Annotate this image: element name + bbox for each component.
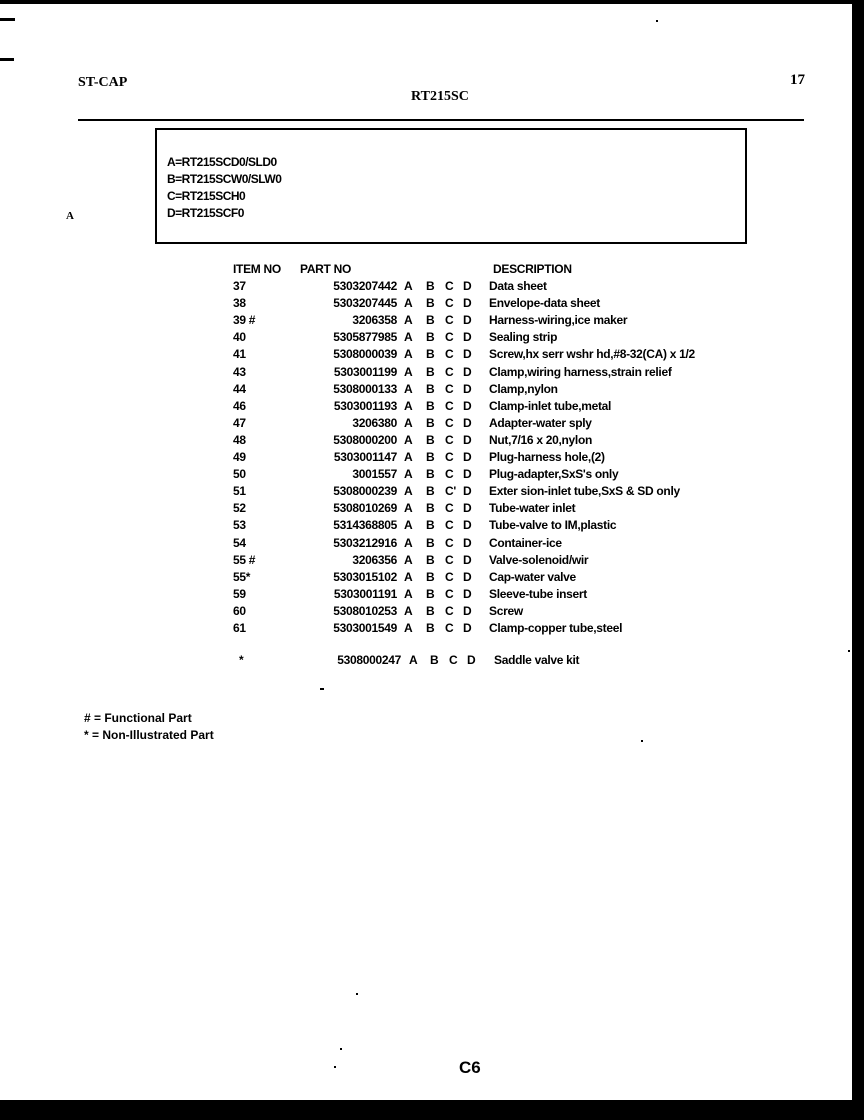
scan-speck [356, 993, 358, 995]
model-d: D [463, 467, 472, 482]
description: Clamp,wiring harness,strain relief [489, 364, 672, 379]
model-a: A [404, 313, 413, 328]
item-no: 61 [233, 620, 246, 635]
model-c: C [445, 620, 454, 635]
model-a: A [404, 330, 413, 345]
model-b: B [426, 450, 435, 465]
model-c: C [445, 381, 454, 396]
description: Envelope-data sheet [489, 296, 601, 311]
model-a: A [404, 603, 413, 618]
model-a: A [404, 364, 413, 379]
column-header-part: PART NO [300, 262, 352, 276]
description: Sealing strip [489, 330, 558, 345]
model-key-c: C=RT215SCH0 [167, 189, 246, 203]
model-c: C [445, 552, 454, 567]
model-c: C [445, 501, 454, 516]
page-number: 17 [790, 72, 805, 88]
model-c: C [445, 364, 454, 379]
model-a: A [404, 347, 413, 362]
description: Nut,7/16 x 20,nylon [489, 432, 593, 447]
model-title: RT215SC [411, 89, 469, 104]
part-no: 5308000039 [333, 347, 397, 362]
model-key-box [155, 128, 747, 244]
model-b: B [430, 653, 439, 668]
item-no: 54 [233, 535, 246, 550]
description: Exter sion-inlet tube,SxS & SD only [489, 484, 680, 499]
model-c: C [445, 398, 454, 413]
part-no: 5303212916 [333, 535, 397, 550]
model-c: C [449, 653, 458, 668]
model-a: A [404, 484, 413, 499]
description: Clamp,nylon [489, 381, 558, 396]
part-no: 5305877985 [333, 330, 397, 345]
model-b: B [426, 279, 435, 294]
model-c: C [445, 296, 454, 311]
scan-speck [641, 740, 643, 742]
model-d: D [463, 364, 472, 379]
page-code: C6 [459, 1058, 481, 1077]
model-b: B [426, 296, 435, 311]
part-no: 5308000247 [337, 653, 401, 668]
item-no: 37 [233, 279, 246, 294]
model-d: D [463, 415, 472, 430]
model-c: C [445, 467, 454, 482]
model-a: A [404, 501, 413, 516]
model-b: B [426, 603, 435, 618]
item-no: 55* [233, 569, 251, 584]
model-a: A [404, 415, 413, 430]
model-c: C [445, 569, 454, 584]
part-no: 5308010253 [333, 603, 397, 618]
model-a: A [404, 450, 413, 465]
scan-border-bottom [0, 1100, 864, 1120]
model-d: D [463, 552, 472, 567]
part-no: 5314368805 [333, 518, 397, 533]
punch-mark [0, 58, 14, 61]
model-a: A [404, 296, 413, 311]
item-no: 49 [233, 450, 246, 465]
model-d: D [463, 313, 472, 328]
model-b: B [426, 313, 435, 328]
model-d: D [463, 501, 472, 516]
description: Clamp-copper tube,steel [489, 620, 623, 635]
model-c: C' [445, 484, 456, 499]
model-a: A [404, 432, 413, 447]
model-d: D [463, 569, 472, 584]
model-c: C [445, 347, 454, 362]
model-a: A [404, 467, 413, 482]
legend-functional: # = Functional Part [84, 711, 192, 725]
model-d: D [463, 330, 472, 345]
model-d: D [463, 484, 472, 499]
part-no: 5303001147 [333, 450, 397, 465]
item-no: 40 [233, 330, 246, 345]
part-no: 5308000200 [333, 432, 397, 447]
item-no: 43 [233, 364, 246, 379]
model-a: A [404, 398, 413, 413]
model-b: B [426, 381, 435, 396]
item-no: 39 # [233, 313, 256, 328]
model-d: D [463, 586, 472, 601]
part-no: 3001557 [352, 467, 397, 482]
description: Container-ice [489, 535, 562, 550]
item-no: 41 [233, 347, 246, 362]
model-key-b: B=RT215SCW0/SLW0 [167, 172, 282, 186]
item-no: 47 [233, 415, 246, 430]
scan-border-right [852, 0, 864, 1120]
description: Tube-water inlet [489, 501, 576, 516]
model-d: D [463, 518, 472, 533]
model-c: C [445, 586, 454, 601]
model-a: A [404, 586, 413, 601]
legend [84, 710, 214, 744]
part-no: 3206356 [352, 552, 397, 567]
model-d: D [463, 381, 472, 396]
item-no: 44 [233, 381, 246, 396]
model-a: A [404, 620, 413, 635]
part-no: 5303207442 [333, 279, 397, 294]
model-b: B [426, 569, 435, 584]
model-a: A [404, 552, 413, 567]
item-no: 59 [233, 586, 246, 601]
model-b: B [426, 432, 435, 447]
legend-non-illustrated: * = Non-Illustrated Part [84, 728, 214, 742]
description: Cap-water valve [489, 569, 576, 584]
model-d: D [463, 603, 472, 618]
model-key-a: A=RT215SCD0/SLD0 [167, 155, 277, 169]
model-d: D [463, 279, 472, 294]
item-no: 50 [233, 467, 246, 482]
scan-speck [656, 20, 658, 22]
model-b: B [426, 398, 435, 413]
model-b: B [426, 552, 435, 567]
model-b: B [426, 518, 435, 533]
item-no: 52 [233, 501, 246, 516]
punch-mark [0, 18, 15, 21]
item-no: 38 [233, 296, 246, 311]
description: Clamp-inlet tube,metal [489, 398, 612, 413]
model-a: A [404, 569, 413, 584]
model-b: B [426, 364, 435, 379]
part-no: 5308000133 [333, 381, 397, 396]
item-no: 55 # [233, 552, 256, 567]
model-c: C [445, 450, 454, 465]
item-no: 53 [233, 518, 246, 533]
description: Screw,hx serr wshr hd,#8-32(CA) x 1/2 [489, 347, 695, 362]
model-b: B [426, 586, 435, 601]
part-no: 3206358 [352, 313, 397, 328]
item-no: * [239, 653, 244, 668]
model-d: D [463, 347, 472, 362]
item-no: 48 [233, 432, 246, 447]
column-header-item: ITEM NO [233, 262, 281, 276]
part-no: 5303207445 [333, 296, 397, 311]
model-d: D [463, 620, 472, 635]
model-b: B [426, 467, 435, 482]
description: Data sheet [489, 279, 547, 294]
description: Tube-valve to IM,plastic [489, 518, 617, 533]
model-d: D [463, 398, 472, 413]
item-no: 51 [233, 484, 246, 499]
model-c: C [445, 535, 454, 550]
part-no: 5303001193 [333, 398, 397, 413]
model-c: C [445, 432, 454, 447]
model-b: B [426, 501, 435, 516]
description: Sleeve-tube insert [489, 586, 587, 601]
model-d: D [463, 432, 472, 447]
model-a: A [409, 653, 418, 668]
part-no: 5303015102 [333, 569, 397, 584]
model-a: A [404, 381, 413, 396]
model-c: C [445, 415, 454, 430]
description: Plug-adapter,SxS's only [489, 467, 619, 482]
model-c: C [445, 518, 454, 533]
model-a: A [404, 518, 413, 533]
scan-speck [320, 688, 324, 690]
description: Valve-solenoid/wir [489, 552, 589, 567]
description: Adapter-water sply [489, 415, 592, 430]
model-d: D [463, 296, 472, 311]
description: Screw [489, 603, 523, 618]
model-key-list [167, 154, 281, 222]
model-b: B [426, 347, 435, 362]
part-no: 5303001191 [333, 586, 397, 601]
model-a: A [404, 535, 413, 550]
model-d: D [463, 450, 472, 465]
description: Harness-wiring,ice maker [489, 313, 628, 328]
model-a: A [404, 279, 413, 294]
model-c: C [445, 330, 454, 345]
description: Plug-harness hole,(2) [489, 450, 605, 465]
scan-speck [340, 1048, 342, 1050]
scan-speck [334, 1066, 336, 1068]
model-b: B [426, 330, 435, 345]
header-rule [78, 119, 804, 121]
scan-speck [848, 650, 850, 652]
scan-border-top [0, 0, 864, 4]
section-code: ST-CAP [78, 75, 128, 90]
part-no: 5308010269 [333, 501, 397, 516]
part-no: 5303001549 [333, 620, 397, 635]
model-c: C [445, 279, 454, 294]
description: Saddle valve kit [494, 653, 580, 668]
model-b: B [426, 415, 435, 430]
model-key-d: D=RT215SCF0 [167, 206, 244, 220]
part-no: 5308000239 [333, 484, 397, 499]
item-no: 46 [233, 398, 246, 413]
margin-marker: A [66, 210, 74, 222]
model-d: D [463, 535, 472, 550]
part-no: 5303001199 [333, 364, 397, 379]
part-no: 3206380 [352, 415, 397, 430]
item-no: 60 [233, 603, 246, 618]
model-d: D [467, 653, 476, 668]
model-c: C [445, 313, 454, 328]
column-header-description: DESCRIPTION [493, 262, 572, 276]
model-b: B [426, 620, 435, 635]
model-b: B [426, 535, 435, 550]
model-c: C [445, 603, 454, 618]
model-b: B [426, 484, 435, 499]
